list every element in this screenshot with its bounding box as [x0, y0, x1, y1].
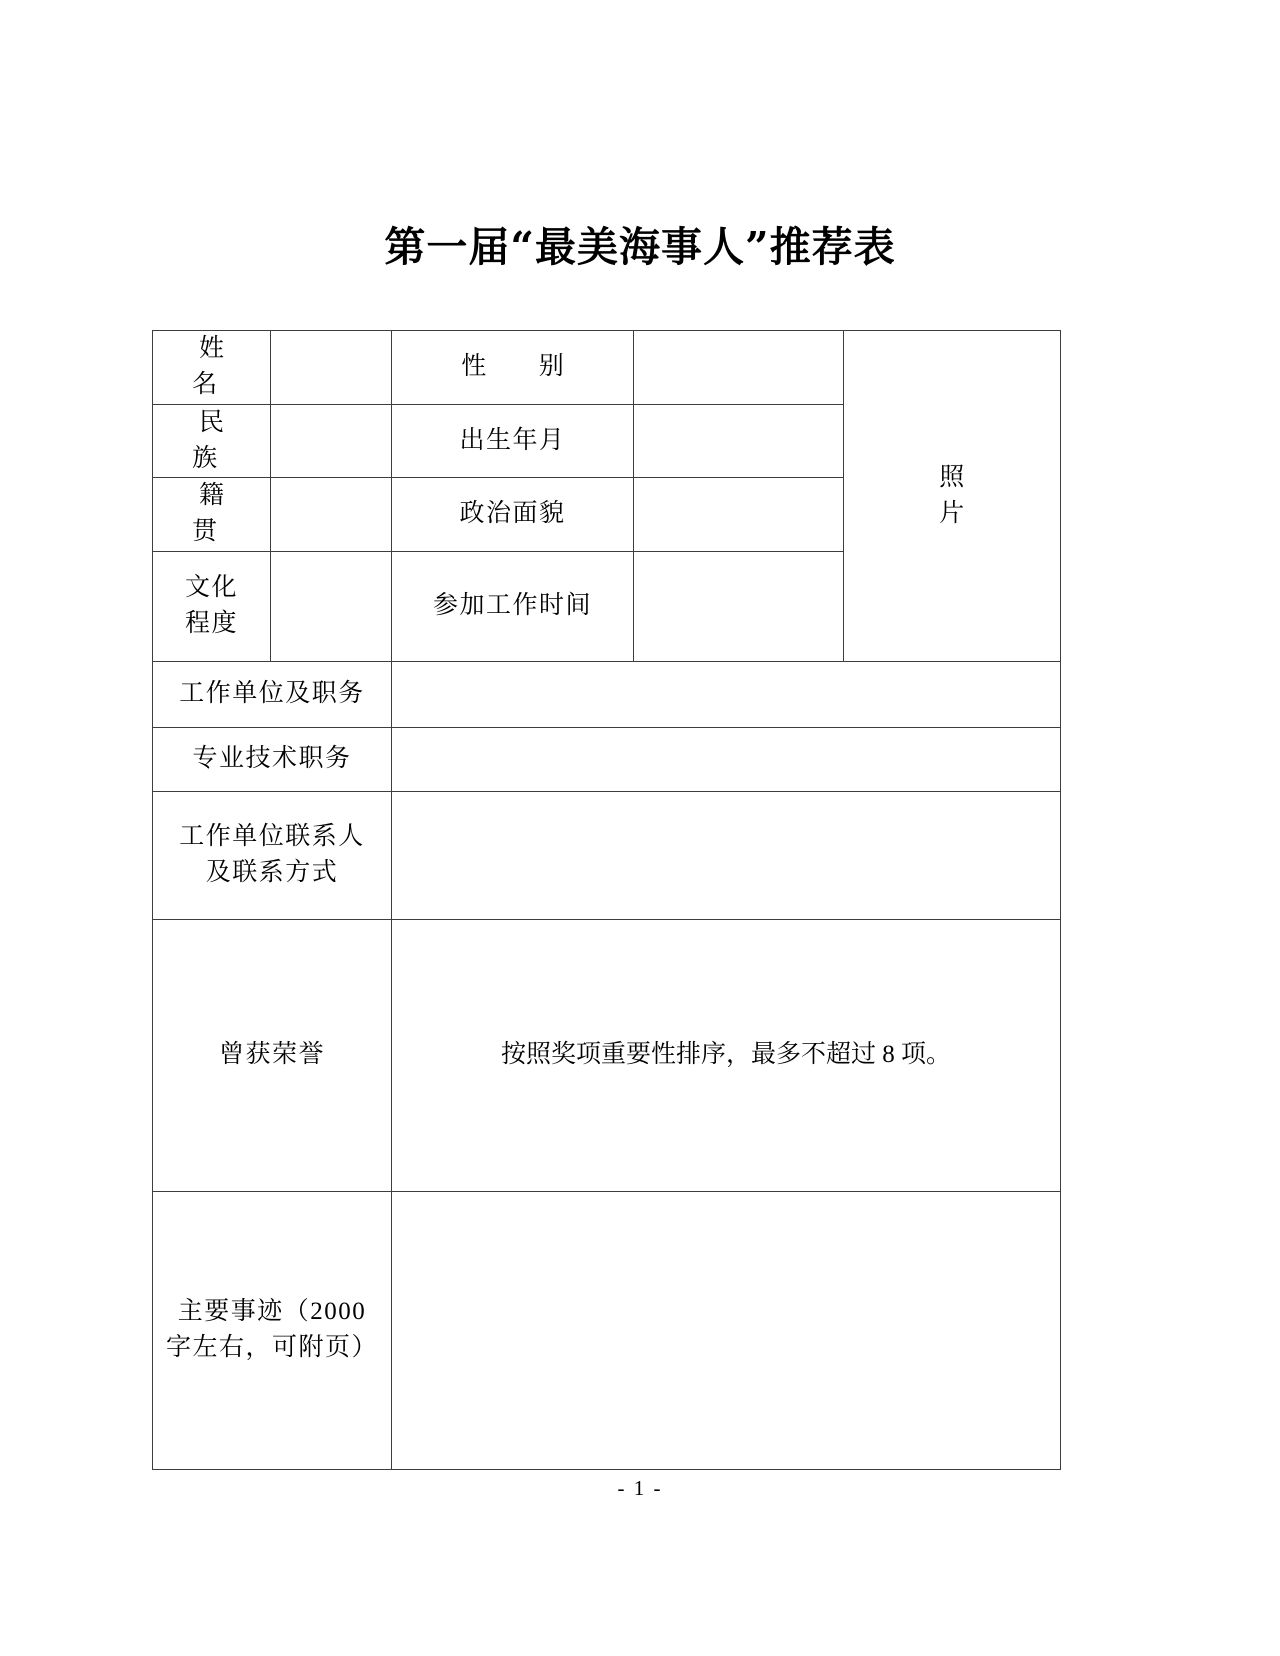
- field-gender[interactable]: [634, 331, 844, 405]
- label-contact: [153, 791, 392, 919]
- table-row-name: [153, 331, 1061, 405]
- label-gender: 性 别: [392, 331, 634, 405]
- label-main-deeds: [153, 1191, 392, 1469]
- photo-label-char-2: 片: [939, 499, 965, 527]
- field-honors[interactable]: [392, 919, 1061, 1191]
- label-contact-line-2: 及联系方式: [205, 859, 339, 886]
- field-name[interactable]: [271, 331, 392, 405]
- label-work-unit: 工作单位及职务: [153, 661, 392, 727]
- field-professional-title[interactable]: [392, 727, 1061, 791]
- field-contact[interactable]: [392, 791, 1061, 919]
- field-birth-date[interactable]: [634, 404, 844, 478]
- field-education-level[interactable]: [271, 551, 392, 661]
- label-main-deeds-line-1: 主要事迹（2000: [177, 1297, 367, 1325]
- label-native-place: 籍 贯: [153, 478, 271, 552]
- label-education-level-line-1: 文化: [184, 573, 238, 601]
- label-ethnicity: 民 族: [153, 404, 271, 478]
- field-main-deeds[interactable]: [392, 1191, 1061, 1469]
- label-birth-date: 出生年月: [392, 404, 634, 478]
- label-work-start-date: 参加工作时间: [392, 551, 634, 661]
- label-professional-title: 专业技术职务: [153, 727, 392, 791]
- field-native-place[interactable]: [271, 478, 392, 552]
- label-main-deeds-line-2: 字左右，可附页）: [165, 1334, 378, 1361]
- table-row-contact: [153, 791, 1061, 919]
- table-row-honors: [153, 919, 1061, 1191]
- page-number: - 1 -: [617, 1476, 663, 1500]
- label-political-status: 政治面貌: [392, 478, 634, 552]
- photo-label-char-1: 照: [939, 463, 965, 491]
- field-work-start-date[interactable]: [634, 551, 844, 661]
- form-table: [152, 330, 1061, 1470]
- field-political-status[interactable]: [634, 478, 844, 552]
- label-contact-line-1: 工作单位联系人: [179, 822, 365, 850]
- photo-cell[interactable]: [844, 331, 1061, 662]
- label-education-level-line-2: 程度: [184, 610, 238, 637]
- label-education-level: [153, 551, 271, 661]
- label-name: 姓 名: [153, 331, 271, 405]
- table-row-professional-title: [153, 727, 1061, 791]
- field-ethnicity[interactable]: [271, 404, 392, 478]
- label-honors: 曾获荣誉: [153, 919, 392, 1191]
- table-row-main-deeds: [153, 1191, 1061, 1469]
- recommendation-form: [152, 330, 1060, 1470]
- page-title: 第一届“最美海事人”推荐表: [384, 223, 896, 271]
- honors-hint-text: 按照奖项重要性排序，最多不超过 8 项。: [500, 1040, 951, 1068]
- field-work-unit[interactable]: [392, 661, 1061, 727]
- table-row-work-unit: [153, 661, 1061, 727]
